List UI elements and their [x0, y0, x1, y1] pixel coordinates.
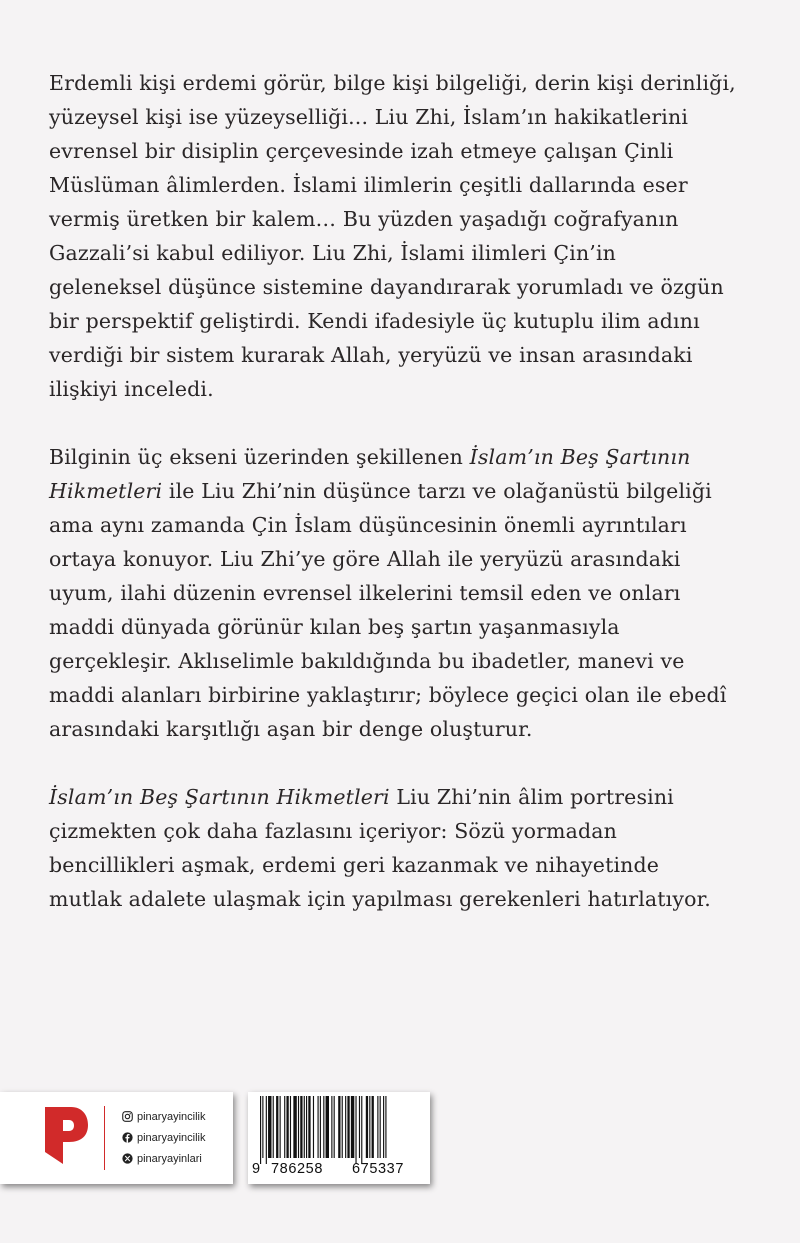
social-links [122, 1106, 205, 1169]
barcode-bar [372, 1096, 374, 1158]
barcode-bar [300, 1096, 302, 1158]
social-x[interactable] [122, 1148, 205, 1169]
barcode-bar [260, 1096, 261, 1164]
barcode-bar [326, 1096, 329, 1158]
paragraph-2-lead: Bilginin üç ekseni üzerinden şekillenen [49, 445, 470, 469]
barcode-bar [334, 1096, 335, 1158]
book-title-italic: İslam’ın Beş Şartının Hikmetleri [49, 445, 691, 503]
social-facebook[interactable] [122, 1127, 205, 1148]
barcode-bar [385, 1096, 386, 1158]
barcode-bar [383, 1096, 384, 1158]
blurb-paragraph-1: Erdemli kişi erdemi görür, bilge kişi bilgeliği, derin kişi derinliği, yüzeysel kişi ise yüzeyselliği... Liu Zhi, İslam’ın hakikatlerini evrensel bir disiplin çerçevesinde izah etmeye çalışan Çinli Müslüman âlimlerden. İslami ilimlerin çeşitli dallarında eser vermiş üretken bir kalem… Bu yüzden yaşadığı coğrafyanın Gazzali’si kabul ediliyor. Liu Zhi, İslami ilimleri Çin’in geleneksel düşünce sistemine dayandırarak yorumladı ve özgün bir perspektif geliştirdi. Kendi ifadesiyle üç kutuplu ilim adını verdiği bir sistem kurarak Allah, yeryüzü ve insan arasındaki ilişkiyi inceledi. [49, 71, 736, 401]
barcode-bar [323, 1096, 324, 1158]
instagram-handle: pinaryayincilik [137, 1110, 206, 1123]
barcode-bar [369, 1096, 370, 1158]
barcode-bar [347, 1096, 349, 1158]
barcode-bar [286, 1096, 288, 1158]
barcode-bar [359, 1096, 360, 1158]
paragraph-3-rest: Liu Zhi’nin âlim portresini çizmekten çok daha fazlasını içeriyor: Sözü yormadan bencillikleri aşmak, erdemi geri kazanmak ve nihayetinde mutlak adalete ulaşmak için yapılması gerekenleri hatırlatıyor. [49, 785, 711, 911]
publisher-panel [0, 1092, 233, 1184]
barcode-bar [351, 1096, 354, 1158]
logo-divider [104, 1106, 105, 1170]
barcode-bar [268, 1096, 271, 1158]
barcode-bar [318, 1096, 319, 1158]
barcode-bar [361, 1096, 362, 1164]
barcode-bar [308, 1096, 310, 1158]
barcode-bar [366, 1096, 368, 1158]
social-instagram[interactable] [122, 1106, 205, 1127]
barcode-bar [355, 1096, 356, 1164]
barcode-bar [266, 1096, 267, 1164]
facebook-icon [122, 1132, 133, 1143]
barcode-bar [331, 1096, 332, 1158]
barcode-bar [290, 1096, 291, 1158]
paragraph-2-rest: ile Liu Zhi’nin düşünce tarzı ve olağanüstü bilgeliği ama aynı zamanda Çin İslam düşüncesinin önemli ayrıntıları ortaya konuyor. Liu Zhi’ye göre Allah ile yeryüzü arasındaki uyum, ilahi düzenin evrensel ilkelerini temsil eden ve onları maddi dünyada görünür kılan beş şartın yaşanmasıyla gerçekleşir. Aklıselimle bakıldığında bu ibadetler, manevi ve maddi alanları birbirine yaklaştırır; böylece geçici olan ile ebedî arasındaki karşıtlığı aşan bir denge oluşturur. [49, 479, 727, 741]
pinar-p-logo-icon [41, 1104, 89, 1166]
barcode-bar [280, 1096, 281, 1158]
facebook-handle: pinaryayincilik [137, 1131, 206, 1144]
barcode-bar [293, 1096, 296, 1158]
x-handle: pinaryayinlari [137, 1152, 202, 1165]
barcode-bar [345, 1096, 346, 1158]
barcode-bars [260, 1096, 418, 1164]
instagram-icon [122, 1111, 133, 1122]
isbn-barcode-panel [248, 1092, 430, 1184]
barcode-bar [304, 1096, 305, 1158]
barcode-bar [313, 1096, 314, 1158]
isbn-group-1: 786258 [271, 1161, 323, 1177]
barcode-bar [338, 1096, 340, 1158]
barcode-bar [320, 1096, 321, 1158]
back-cover-blurb [49, 66, 769, 916]
barcode-bar [276, 1096, 278, 1158]
book-title-italic: İslam’ın Beş Şartının Hikmetleri [49, 785, 390, 809]
barcode-bar [377, 1096, 378, 1158]
barcode-bar [306, 1096, 307, 1158]
barcode-bar [342, 1096, 343, 1158]
isbn-group-2: 675337 [352, 1161, 404, 1177]
isbn-prefix: 9 [252, 1161, 261, 1177]
blurb-paragraph-2 [49, 440, 769, 746]
x-icon [122, 1153, 133, 1164]
barcode-bar [262, 1096, 263, 1158]
barcode-bar [273, 1096, 274, 1158]
barcode-bar [380, 1096, 381, 1158]
blurb-paragraph-3 [49, 780, 769, 916]
barcode-bar [298, 1096, 299, 1158]
barcode-bar [284, 1096, 285, 1158]
